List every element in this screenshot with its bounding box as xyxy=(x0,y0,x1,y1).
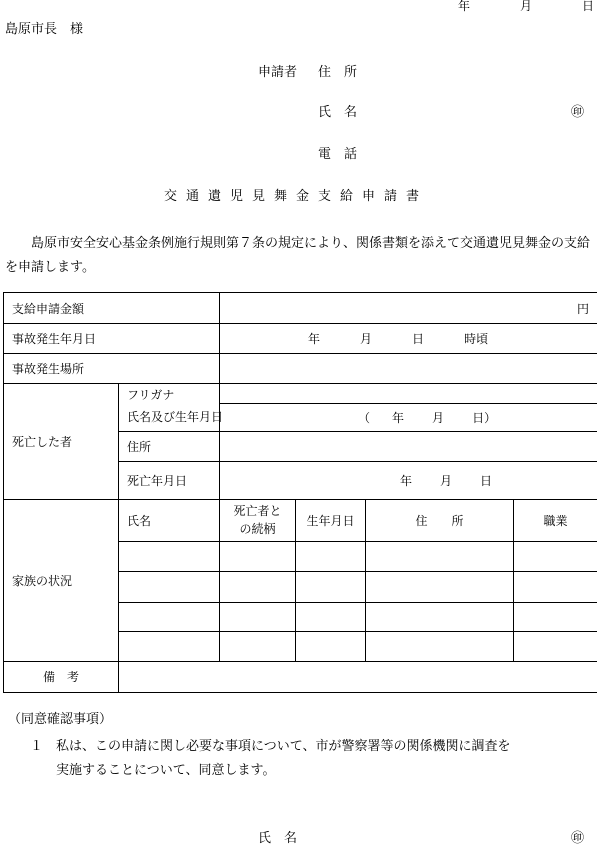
deceased-address-field[interactable] xyxy=(220,431,597,461)
signature-name-label: 氏 名 xyxy=(258,831,298,846)
accident-date-label: 事故発生年月日 xyxy=(4,324,220,354)
addressee: 島原市長 様 xyxy=(5,22,84,37)
deceased-label: 死亡した者 xyxy=(4,384,119,500)
consent-item-line1: 私は、この申請に関し必要な事項について、市が警察署等の関係機関に調査を xyxy=(56,739,511,754)
family-cell[interactable] xyxy=(296,571,366,602)
family-cell[interactable] xyxy=(220,631,296,661)
family-cell[interactable] xyxy=(514,602,597,631)
family-header-birth: 生年月日 xyxy=(296,499,366,541)
family-cell[interactable] xyxy=(220,571,296,602)
family-cell[interactable] xyxy=(366,631,514,661)
applicant-address-label: 住 所 xyxy=(318,65,358,80)
intro-paragraph: 島原市安全安心基金条例施行規則第７条の規定により、関係書類を添えて交通遺児見舞金の支給を申請します。 xyxy=(5,236,591,275)
date-year-label: 年 xyxy=(458,0,471,13)
family-cell[interactable] xyxy=(119,631,220,661)
family-cell[interactable] xyxy=(296,631,366,661)
document-title: 交通遺児見舞金支給申請書 xyxy=(164,189,429,204)
amount-label: 支給申請金額 xyxy=(4,293,220,324)
family-header-address: 住 所 xyxy=(366,499,514,541)
family-header-relation-line2: の続柄 xyxy=(239,522,276,536)
furigana-field[interactable] xyxy=(220,384,597,404)
family-cell[interactable] xyxy=(119,541,220,571)
family-cell[interactable] xyxy=(514,571,597,602)
accident-day: 日 xyxy=(412,332,425,346)
accident-date-field[interactable] xyxy=(220,324,597,354)
signature-seal-mark: ㊞ xyxy=(571,831,585,846)
death-date-field[interactable] xyxy=(220,461,597,499)
family-cell[interactable] xyxy=(514,631,597,661)
death-year: 年 xyxy=(400,473,413,488)
family-cell[interactable] xyxy=(296,602,366,631)
family-cell[interactable] xyxy=(366,541,514,571)
accident-time: 時頃 xyxy=(464,332,489,346)
amount-field[interactable] xyxy=(220,293,597,324)
accident-place-label: 事故発生場所 xyxy=(4,354,220,384)
family-cell[interactable] xyxy=(119,602,220,631)
family-label: 家族の状況 xyxy=(4,499,119,661)
consent-item-line2: 実施することについて、同意します。 xyxy=(56,763,276,778)
birth-day: 日） xyxy=(472,410,497,425)
family-header-job: 職業 xyxy=(514,499,597,541)
family-header-relation xyxy=(220,499,296,541)
remarks-field[interactable] xyxy=(119,661,597,692)
accident-place-field[interactable] xyxy=(220,354,597,384)
consent-heading: （同意確認事項） xyxy=(8,712,113,727)
birth-month: 月 xyxy=(432,410,445,425)
family-cell[interactable] xyxy=(296,541,366,571)
accident-month: 月 xyxy=(360,332,373,346)
date-day-label: 日 xyxy=(582,0,595,13)
death-date-label: 死亡年月日 xyxy=(119,461,220,499)
birth-open-paren: （ xyxy=(358,410,371,425)
date-month-label: 月 xyxy=(520,0,533,13)
furigana-label: フリガナ xyxy=(119,384,220,404)
family-cell[interactable] xyxy=(514,541,597,571)
amount-unit: 円 xyxy=(577,301,590,316)
death-day: 日 xyxy=(480,473,493,488)
family-cell[interactable] xyxy=(366,571,514,602)
application-table xyxy=(3,292,597,693)
applicant-name-label: 氏 名 xyxy=(318,105,358,120)
remarks-label: 備 考 xyxy=(4,661,119,692)
family-cell[interactable] xyxy=(366,602,514,631)
death-month: 月 xyxy=(440,473,453,488)
accident-year: 年 xyxy=(308,332,321,346)
deceased-address-label: 住所 xyxy=(119,431,220,461)
name-birth-label: 氏名及び生年月日 xyxy=(119,403,220,431)
consent-item-number: １ xyxy=(30,739,44,754)
family-cell[interactable] xyxy=(220,541,296,571)
name-birth-field[interactable] xyxy=(220,403,597,431)
birth-year: 年 xyxy=(392,410,405,425)
applicant-seal-mark: ㊞ xyxy=(571,105,585,120)
family-cell[interactable] xyxy=(119,571,220,602)
family-cell[interactable] xyxy=(220,602,296,631)
applicant-phone-label: 電 話 xyxy=(318,147,358,162)
family-header-relation-line1: 死亡者と xyxy=(233,504,282,518)
applicant-label: 申請者 xyxy=(258,65,298,80)
family-header-name: 氏名 xyxy=(119,499,220,541)
